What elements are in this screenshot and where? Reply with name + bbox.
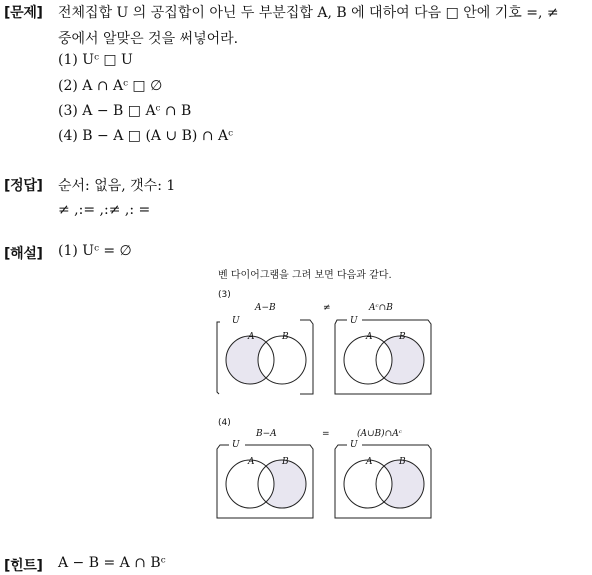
diagram-4-right-set-b: B [399, 457, 406, 467]
diagram-3-left-universe: U [232, 316, 240, 326]
diagram-4-right-universe: U [350, 440, 358, 450]
answer-label: [정답] [4, 178, 43, 194]
venn-4-left [217, 445, 313, 518]
diagram-3-right-universe: U [350, 316, 358, 326]
diagram-3-right-title: Aᶜ∩B [369, 303, 393, 313]
diagram-4-left-universe: U [232, 440, 240, 450]
problem-item-2: (2) A ∩ Aᶜ □ ∅ [58, 78, 163, 94]
answer-line-2: ≠ ,:= ,:≠ ,: = [58, 202, 151, 218]
diagram-3-left-set-b: B [282, 332, 289, 342]
explanation-label: [해설] [4, 246, 43, 262]
diagram-3-left-set-a: A [248, 332, 255, 342]
hint-label: [힌트] [4, 558, 43, 574]
venn-3-right [335, 320, 431, 394]
diagram-3-right-set-a: A [366, 332, 373, 342]
problem-item-1: (1) Uᶜ □ U [58, 52, 133, 68]
explanation-line-1: (1) Uᶜ = ∅ [58, 243, 132, 259]
venn-4-right [335, 445, 431, 518]
diagram-4-tag: (4) [218, 418, 231, 428]
answer-line-1: 순서: 없음, 갯수: 1 [58, 178, 176, 194]
diagram-3-left-title: A−B [255, 303, 276, 313]
diagram-3-relation: ≠ [323, 303, 331, 313]
diagram-4-left-set-a: A [248, 457, 255, 467]
diagram-4-relation: = [322, 429, 330, 439]
venn-3-left [217, 320, 313, 394]
diagram-4-right-title: (A∪B)∩Aᶜ [357, 429, 402, 439]
problem-label: [문제] [4, 5, 43, 21]
diagram-3-tag: (3) [218, 290, 231, 300]
problem-item-4: (4) B − A □ (A ∪ B) ∩ Aᶜ [58, 128, 233, 144]
problem-item-3: (3) A − B □ Aᶜ ∩ B [58, 103, 192, 119]
venn-caption: 벤 다이어그램을 그려 보면 다음과 같다. [218, 270, 392, 281]
diagram-4-right-set-a: A [366, 457, 373, 467]
hint-text: A − B = A ∩ Bᶜ [58, 555, 166, 571]
problem-line-1: 전체집합 U 의 공집합이 아닌 두 부분집합 A, B 에 대하여 다음 □ 안에 기호 =, ≠ [58, 5, 559, 21]
diagram-4-left-set-b: B [282, 457, 289, 467]
diagram-4-left-title: B−A [256, 429, 277, 439]
diagram-3-right-set-b: B [399, 332, 406, 342]
problem-line-2: 중에서 알맞은 것을 써넣어라. [58, 31, 239, 47]
